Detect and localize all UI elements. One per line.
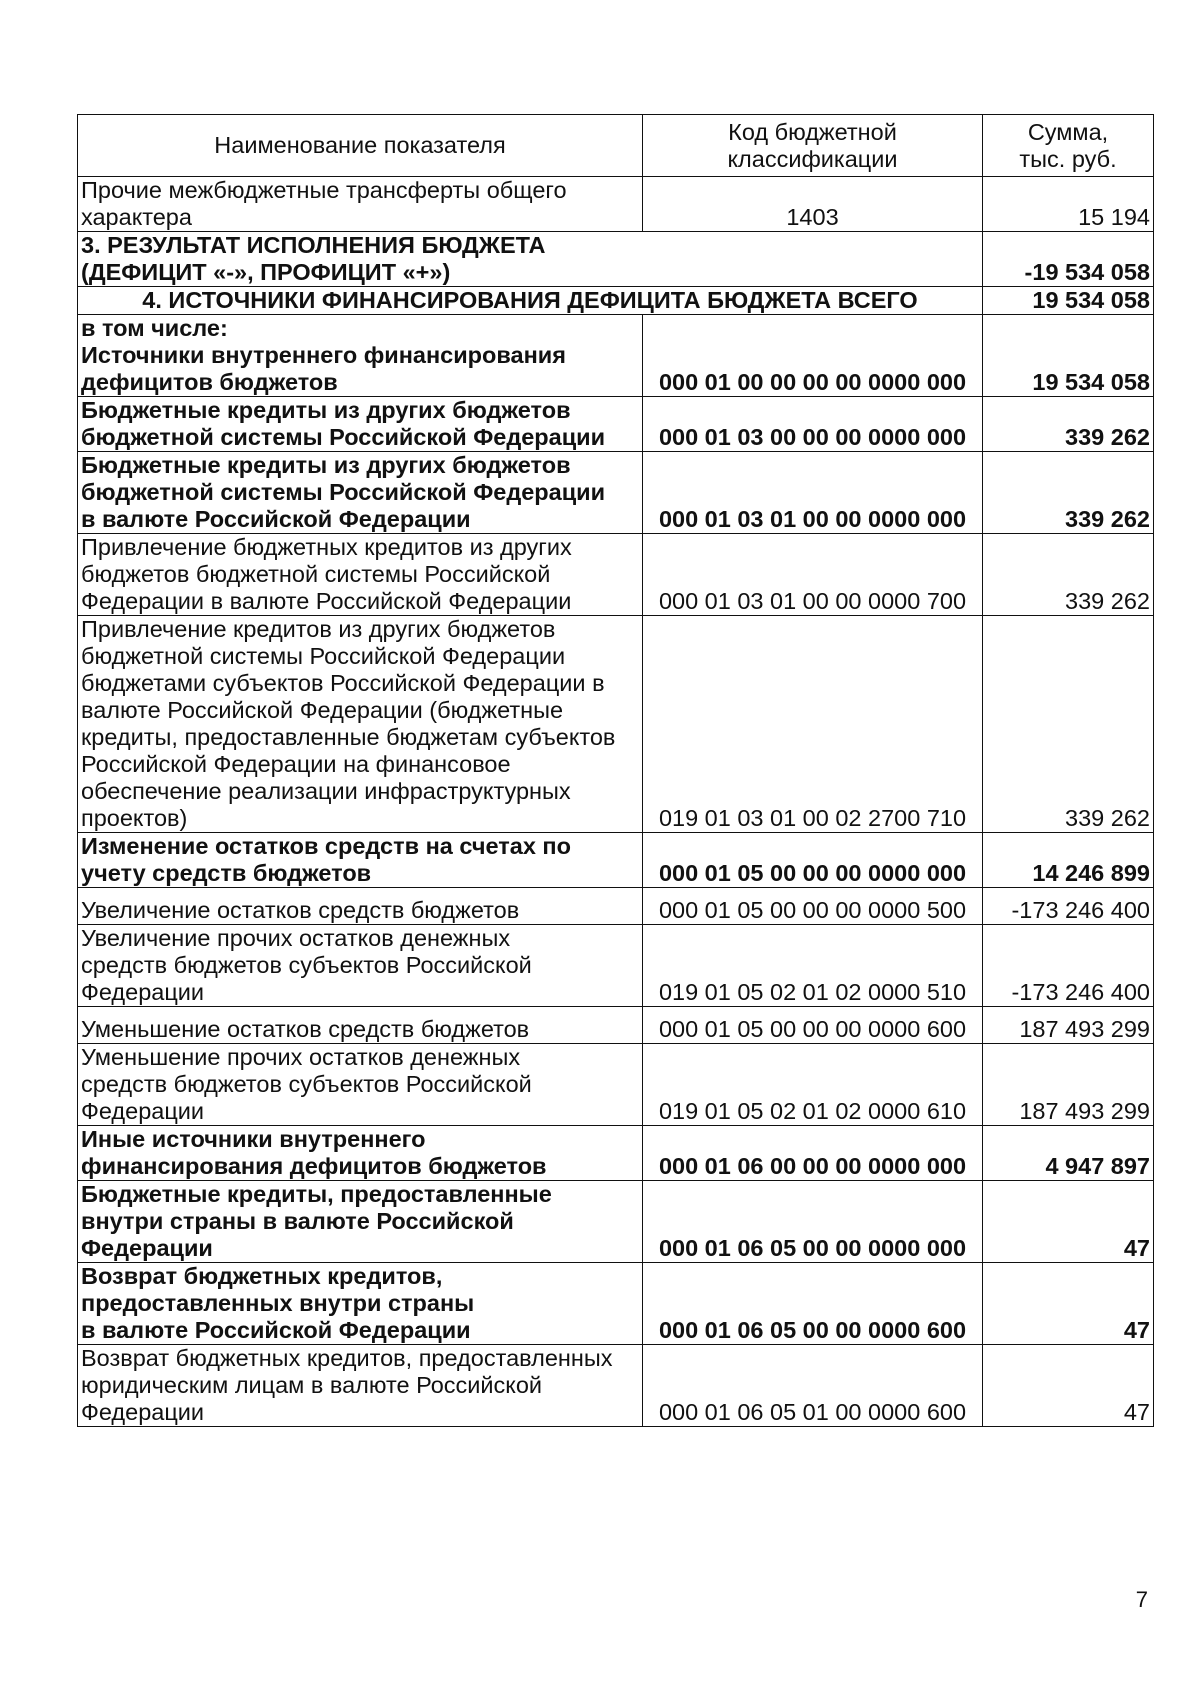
row-sum: 47: [983, 1263, 1154, 1345]
row-sum: 339 262: [983, 534, 1154, 616]
table-row: [78, 1345, 1154, 1427]
row-code: 000 01 05 00 00 00 0000 500: [643, 888, 983, 925]
row-name: Иные источники внутреннего финансирования дефицитов бюджетов: [78, 1126, 643, 1181]
row-code: 000 01 05 00 00 00 0000 000: [643, 833, 983, 888]
table-header-row: [78, 115, 1154, 177]
row-name: Увеличение остатков средств бюджетов: [78, 888, 643, 925]
row-sum: 47: [983, 1345, 1154, 1427]
row-code: 019 01 03 01 00 02 2700 710: [643, 616, 983, 833]
table-row: [78, 397, 1154, 452]
row-code: 000 01 06 05 01 00 0000 600: [643, 1345, 983, 1427]
header-name: Наименование показателя: [78, 115, 643, 177]
table-row: [78, 452, 1154, 534]
row-sum: 47: [983, 1181, 1154, 1263]
row-name: Привлечение кредитов из других бюджетов бюджетной системы Российской Федерации бюджетами субъектов Российской Федерации в валюте Российской Федерации (бюджетные кредиты, предоставленные бюджетам субъектов Российской Федерации на финансовое обеспечение реализации инфраструктурных проектов): [78, 616, 643, 833]
row-sum: -173 246 400: [983, 925, 1154, 1007]
row-name: Бюджетные кредиты из других бюджетов бюджетной системы Российской Федерации: [78, 397, 643, 452]
budget-table: [77, 114, 1154, 1427]
row-name: 4. ИСТОЧНИКИ ФИНАНСИРОВАНИЯ ДЕФИЦИТА БЮДЖЕТА ВСЕГО: [78, 287, 983, 315]
row-code: 000 01 06 00 00 00 0000 000: [643, 1126, 983, 1181]
row-sum: 19 534 058: [983, 315, 1154, 397]
row-sum: 339 262: [983, 452, 1154, 534]
row-code: 000 01 00 00 00 00 0000 000: [643, 315, 983, 397]
table-row: [78, 534, 1154, 616]
page-number: 7: [1135, 1587, 1148, 1612]
row-sum: 4 947 897: [983, 1126, 1154, 1181]
row-code: 000 01 03 00 00 00 0000 000: [643, 397, 983, 452]
row-name: Уменьшение остатков средств бюджетов: [78, 1007, 643, 1044]
row-name: Возврат бюджетных кредитов, предоставленных внутри страны в валюте Российской Федерации: [78, 1263, 643, 1345]
row-sum: 339 262: [983, 397, 1154, 452]
table-row: [78, 315, 1154, 397]
row-name: Прочие межбюджетные трансферты общего характера: [78, 177, 643, 232]
row-name: Уменьшение прочих остатков денежных средств бюджетов субъектов Российской Федерации: [78, 1044, 643, 1126]
row-name: Изменение остатков средств на счетах по учету средств бюджетов: [78, 833, 643, 888]
row-code: 1403: [643, 177, 983, 232]
row-name: Возврат бюджетных кредитов, предоставленных юридическим лицам в валюте Российской Федерации: [78, 1345, 643, 1427]
table-row: [78, 1181, 1154, 1263]
table-row: [78, 888, 1154, 925]
row-sum: 14 246 899: [983, 833, 1154, 888]
row-sum: 187 493 299: [983, 1044, 1154, 1126]
table-row: [78, 1263, 1154, 1345]
header-sum: Сумма, тыс. руб.: [983, 115, 1154, 177]
table-row: [78, 177, 1154, 232]
table-row: [78, 925, 1154, 1007]
row-sum: 19 534 058: [983, 287, 1154, 315]
row-code: 019 01 05 02 01 02 0000 510: [643, 925, 983, 1007]
row-code: 000 01 06 05 00 00 0000 000: [643, 1181, 983, 1263]
row-sum: -19 534 058: [983, 232, 1154, 287]
row-name: Бюджетные кредиты из других бюджетов бюджетной системы Российской Федерации в валюте Российской Федерации: [78, 452, 643, 534]
row-name: Привлечение бюджетных кредитов из других бюджетов бюджетной системы Российской Федерации в валюте Российской Федерации: [78, 534, 643, 616]
row-code: 019 01 05 02 01 02 0000 610: [643, 1044, 983, 1126]
row-sum: -173 246 400: [983, 888, 1154, 925]
row-code: 000 01 03 01 00 00 0000 000: [643, 452, 983, 534]
row-sum: 339 262: [983, 616, 1154, 833]
table-row-result: [78, 232, 1154, 287]
row-sum: 187 493 299: [983, 1007, 1154, 1044]
row-sum: 15 194: [983, 177, 1154, 232]
table-row: [78, 616, 1154, 833]
table-row: [78, 1044, 1154, 1126]
row-name: в том числе: Источники внутреннего финансирования дефицитов бюджетов: [78, 315, 643, 397]
row-name: Увеличение прочих остатков денежных средств бюджетов субъектов Российской Федерации: [78, 925, 643, 1007]
table-row: [78, 1126, 1154, 1181]
table-row: [78, 1007, 1154, 1044]
row-code: 000 01 03 01 00 00 0000 700: [643, 534, 983, 616]
header-code: Код бюджетной классификации: [643, 115, 983, 177]
table-row: [78, 833, 1154, 888]
row-code: 000 01 05 00 00 00 0000 600: [643, 1007, 983, 1044]
row-name: 3. РЕЗУЛЬТАТ ИСПОЛНЕНИЯ БЮДЖЕТА (ДЕФИЦИТ «-», ПРОФИЦИТ «+»): [78, 232, 983, 287]
row-name: Бюджетные кредиты, предоставленные внутри страны в валюте Российской Федерации: [78, 1181, 643, 1263]
row-code: 000 01 06 05 00 00 0000 600: [643, 1263, 983, 1345]
table-row-sources-total: [78, 287, 1154, 315]
